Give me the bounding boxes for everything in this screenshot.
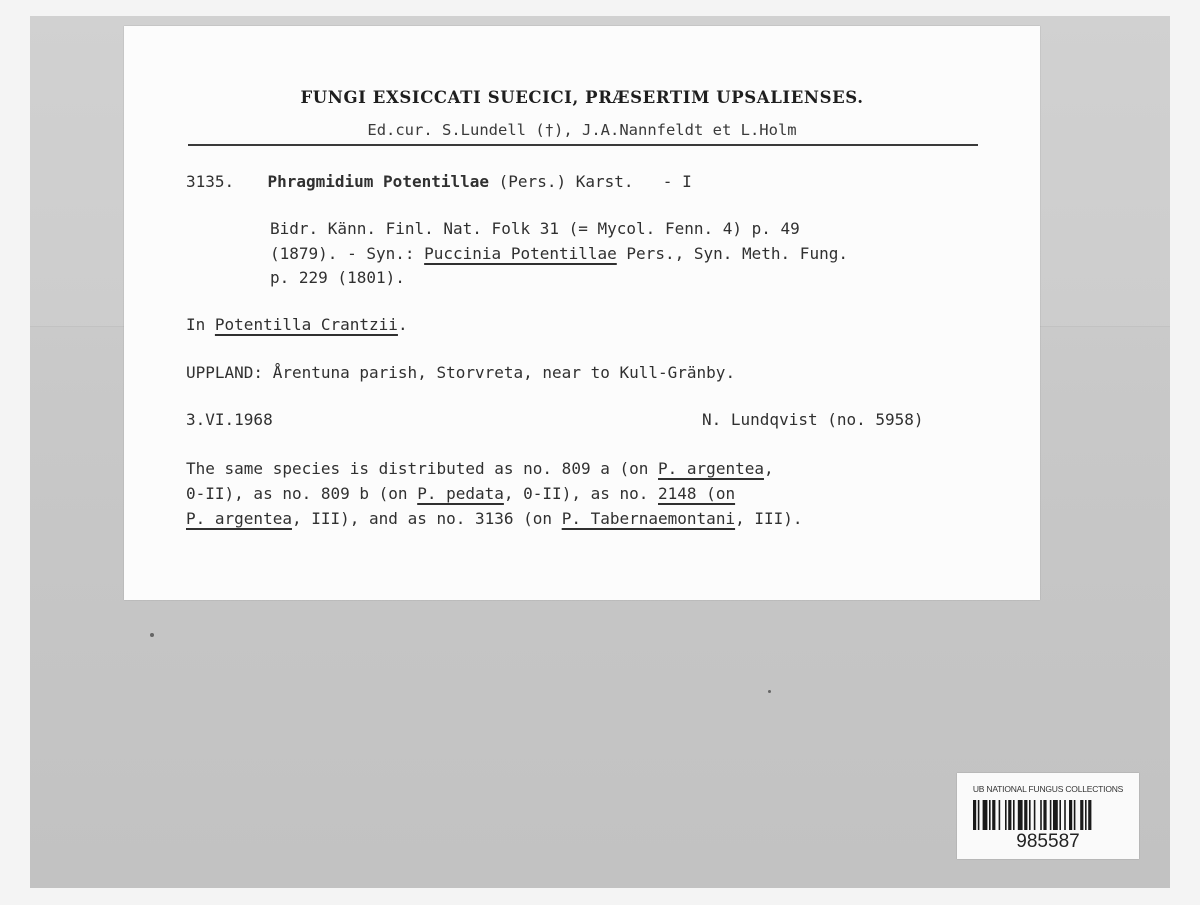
host-line: In Potentilla Crantzii. (186, 315, 408, 334)
barcode-number: 985587 (1016, 831, 1080, 852)
note-host-argentea: P. argentea (658, 459, 764, 478)
barcode-icon (973, 800, 1123, 830)
spore-stage: - I (662, 172, 692, 191)
species-name: Phragmidium Potentillae (267, 172, 490, 191)
note-host-argentea-2: P. argentea (186, 509, 292, 528)
collection-date: 3.VI.1968 (186, 410, 273, 429)
speck (768, 690, 771, 693)
locality: UPPLAND: Årentuna parish, Storvreta, near to Kull-Gränby. (186, 363, 736, 382)
reference-line-3: p. 229 (1801). (270, 268, 405, 287)
speck (150, 633, 154, 637)
collector: N. Lundqvist (no. 5958) (702, 410, 924, 429)
series-title: FUNGI EXSICCATI SUECICI, PRÆSERTIM UPSALIENSES. (300, 88, 864, 107)
reference-line-2: (1879). - Syn.: Puccinia Potentillae Pers., Syn. Meth. Fung. (270, 244, 848, 263)
note-host-pedata: P. pedata (417, 484, 504, 503)
reference-line-1: Bidr. Känn. Finl. Nat. Folk 31 (= Mycol. Fenn. 4) p. 49 (270, 219, 800, 238)
specimen-heading (186, 172, 692, 191)
specimen-number: 3135. (186, 172, 235, 191)
note-line-3: P. argentea, III), and as no. 3136 (on P. Tabernaemontani, III). (186, 509, 803, 528)
header-rule (188, 144, 978, 146)
synonym-name: Puccinia Potentillae (424, 244, 617, 263)
note-host-tabernaemontani: P. Tabernaemontani (561, 509, 736, 528)
barcode-institution: UB NATIONAL FUNGUS COLLECTIONS (972, 784, 1124, 794)
specimen-label (124, 26, 1040, 600)
barcode-label (957, 773, 1139, 859)
series-editors: Ed.cur. S.Lundell (†), J.A.Nannfeldt et L.Holm (367, 121, 797, 139)
note-number-2148: 2148 (on (658, 484, 736, 503)
host-name: Potentilla Crantzii (214, 315, 398, 334)
note-line-1: The same species is distributed as no. 809 a (on P. argentea, (186, 459, 774, 478)
note-line-2: 0-II), as no. 809 b (on P. pedata, 0-II), as no. 2148 (on (186, 484, 736, 503)
species-authority: (Pers.) Karst. (498, 172, 634, 191)
